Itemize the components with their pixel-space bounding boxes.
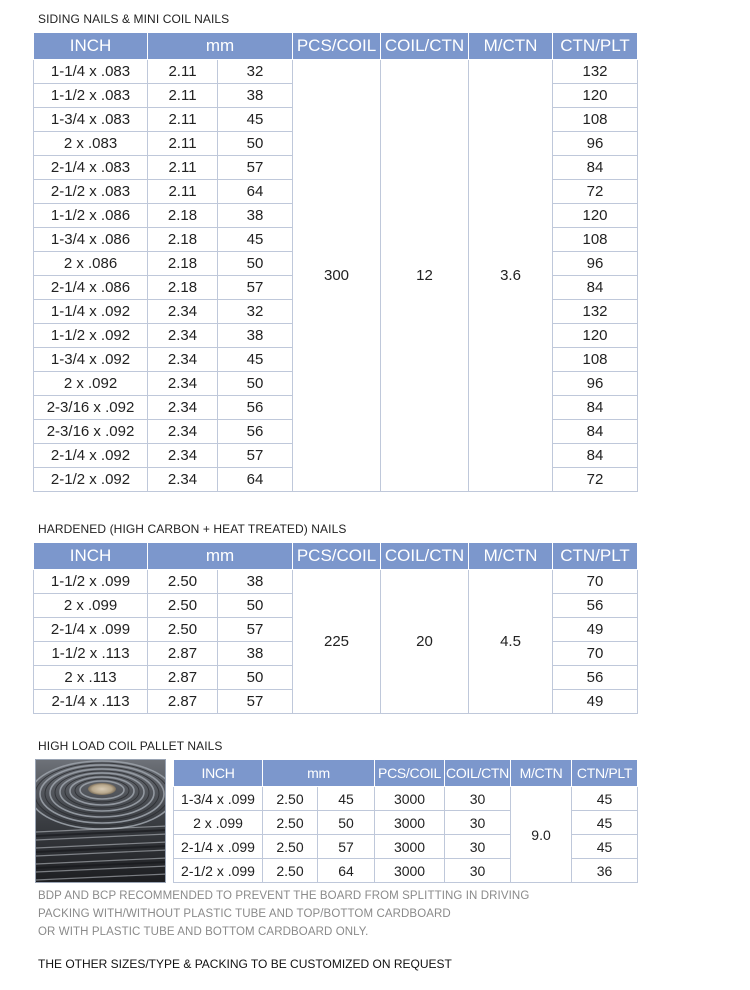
ctn-plt-cell: 120 bbox=[553, 204, 638, 228]
coil-ctn-cell: 20 bbox=[381, 570, 469, 714]
section1-title: SIDING NAILS & MINI COIL NAILS bbox=[38, 12, 230, 26]
inch-size-cell: 1-3/4 x .083 bbox=[34, 108, 148, 132]
length-mm-cell: 50 bbox=[218, 132, 293, 156]
length-mm-cell: 64 bbox=[318, 859, 375, 883]
length-mm-cell: 50 bbox=[218, 252, 293, 276]
inch-size-cell: 2-1/2 x .099 bbox=[174, 859, 263, 883]
ctn-plt-cell: 72 bbox=[553, 180, 638, 204]
ctn-plt-cell: 45 bbox=[572, 787, 638, 811]
ctn-plt-cell: 56 bbox=[553, 666, 638, 690]
coil-nails-photo bbox=[35, 759, 166, 883]
length-mm-cell: 50 bbox=[218, 594, 293, 618]
ctn-plt-cell: 84 bbox=[553, 276, 638, 300]
coil-ctn-cell: 12 bbox=[381, 60, 469, 492]
inch-size-cell: 1-3/4 x .086 bbox=[34, 228, 148, 252]
col-ctn-plt-header: CTN/PLT bbox=[572, 760, 638, 787]
diameter-mm-cell: 2.50 bbox=[263, 835, 318, 859]
col-ctn-plt-header: CTN/PLT bbox=[553, 543, 638, 570]
ctn-plt-cell: 108 bbox=[553, 108, 638, 132]
length-mm-cell: 38 bbox=[218, 570, 293, 594]
length-mm-cell: 38 bbox=[218, 84, 293, 108]
ctn-plt-cell: 96 bbox=[553, 372, 638, 396]
diameter-mm-cell: 2.11 bbox=[148, 132, 218, 156]
col-pcs-coil-header: PCS/COIL bbox=[293, 543, 381, 570]
diameter-mm-cell: 2.34 bbox=[148, 348, 218, 372]
col-m-ctn-header: M/CTN bbox=[469, 33, 553, 60]
coil-ctn-cell: 30 bbox=[445, 835, 511, 859]
inch-size-cell: 2 x .099 bbox=[34, 594, 148, 618]
diameter-mm-cell: 2.34 bbox=[148, 420, 218, 444]
diameter-mm-cell: 2.87 bbox=[148, 666, 218, 690]
m-ctn-cell: 3.6 bbox=[469, 60, 553, 492]
inch-size-cell: 2-1/4 x .092 bbox=[34, 444, 148, 468]
col-coil-ctn-header: COIL/CTN bbox=[445, 760, 511, 787]
diameter-mm-cell: 2.50 bbox=[263, 787, 318, 811]
length-mm-cell: 45 bbox=[218, 228, 293, 252]
length-mm-cell: 57 bbox=[318, 835, 375, 859]
diameter-mm-cell: 2.50 bbox=[148, 594, 218, 618]
col-mm-header: mm bbox=[148, 543, 293, 570]
ctn-plt-cell: 72 bbox=[553, 468, 638, 492]
ctn-plt-cell: 108 bbox=[553, 348, 638, 372]
inch-size-cell: 1-3/4 x .099 bbox=[174, 787, 263, 811]
col-mm-header: mm bbox=[263, 760, 375, 787]
length-mm-cell: 57 bbox=[218, 276, 293, 300]
ctn-plt-cell: 84 bbox=[553, 420, 638, 444]
diameter-mm-cell: 2.11 bbox=[148, 84, 218, 108]
diameter-mm-cell: 2.34 bbox=[148, 324, 218, 348]
length-mm-cell: 50 bbox=[318, 811, 375, 835]
col-coil-ctn-header: COIL/CTN bbox=[381, 33, 469, 60]
diameter-mm-cell: 2.34 bbox=[148, 300, 218, 324]
inch-size-cell: 1-1/2 x .099 bbox=[34, 570, 148, 594]
col-mm-header: mm bbox=[148, 33, 293, 60]
diameter-mm-cell: 2.34 bbox=[148, 444, 218, 468]
length-mm-cell: 57 bbox=[218, 690, 293, 714]
inch-size-cell: 2-3/16 x .092 bbox=[34, 396, 148, 420]
ctn-plt-cell: 120 bbox=[553, 84, 638, 108]
length-mm-cell: 38 bbox=[218, 642, 293, 666]
inch-size-cell: 1-1/4 x .092 bbox=[34, 300, 148, 324]
inch-size-cell: 2 x .099 bbox=[174, 811, 263, 835]
coil-ctn-cell: 30 bbox=[445, 811, 511, 835]
length-mm-cell: 57 bbox=[218, 618, 293, 642]
diameter-mm-cell: 2.18 bbox=[148, 252, 218, 276]
table-row bbox=[34, 60, 638, 84]
inch-size-cell: 1-1/2 x .083 bbox=[34, 84, 148, 108]
ctn-plt-cell: 45 bbox=[572, 835, 638, 859]
diameter-mm-cell: 2.50 bbox=[263, 859, 318, 883]
m-ctn-cell: 9.0 bbox=[511, 787, 572, 883]
ctn-plt-cell: 84 bbox=[553, 444, 638, 468]
length-mm-cell: 45 bbox=[218, 108, 293, 132]
diameter-mm-cell: 2.87 bbox=[148, 690, 218, 714]
pcs-coil-cell: 3000 bbox=[375, 835, 445, 859]
diameter-mm-cell: 2.50 bbox=[148, 618, 218, 642]
length-mm-cell: 45 bbox=[218, 348, 293, 372]
ctn-plt-cell: 70 bbox=[553, 642, 638, 666]
col-inch-header: INCH bbox=[34, 33, 148, 60]
table-row bbox=[174, 787, 638, 811]
ctn-plt-cell: 108 bbox=[553, 228, 638, 252]
inch-size-cell: 1-1/4 x .083 bbox=[34, 60, 148, 84]
diameter-mm-cell: 2.34 bbox=[148, 396, 218, 420]
col-inch-header: INCH bbox=[174, 760, 263, 787]
length-mm-cell: 56 bbox=[218, 396, 293, 420]
ctn-plt-cell: 56 bbox=[553, 594, 638, 618]
inch-size-cell: 2-1/4 x .099 bbox=[34, 618, 148, 642]
diameter-mm-cell: 2.18 bbox=[148, 276, 218, 300]
inch-size-cell: 1-1/2 x .086 bbox=[34, 204, 148, 228]
coil-ctn-cell: 30 bbox=[445, 787, 511, 811]
length-mm-cell: 45 bbox=[318, 787, 375, 811]
ctn-plt-cell: 132 bbox=[553, 60, 638, 84]
length-mm-cell: 32 bbox=[218, 300, 293, 324]
inch-size-cell: 1-3/4 x .092 bbox=[34, 348, 148, 372]
diameter-mm-cell: 2.18 bbox=[148, 204, 218, 228]
note-line-1: BDP AND BCP RECOMMENDED TO PREVENT THE BOARD FROM SPLITTING IN DRIVING bbox=[38, 890, 530, 902]
section3-title: HIGH LOAD COIL PALLET NAILS bbox=[38, 739, 223, 753]
pcs-coil-cell: 225 bbox=[293, 570, 381, 714]
col-pcs-coil-header: PCS/COIL bbox=[293, 33, 381, 60]
length-mm-cell: 56 bbox=[218, 420, 293, 444]
inch-size-cell: 2-3/16 x .092 bbox=[34, 420, 148, 444]
inch-size-cell: 2 x .113 bbox=[34, 666, 148, 690]
siding-nails-table bbox=[33, 32, 638, 492]
pcs-coil-cell: 3000 bbox=[375, 859, 445, 883]
pallet-nails-table bbox=[173, 759, 638, 883]
inch-size-cell: 2-1/4 x .083 bbox=[34, 156, 148, 180]
length-mm-cell: 57 bbox=[218, 156, 293, 180]
col-inch-header: INCH bbox=[34, 543, 148, 570]
length-mm-cell: 38 bbox=[218, 324, 293, 348]
col-ctn-plt-header: CTN/PLT bbox=[553, 33, 638, 60]
footer-note: THE OTHER SIZES/TYPE & PACKING TO BE CUSTOMIZED ON REQUEST bbox=[38, 957, 452, 971]
note-line-3: OR WITH PLASTIC TUBE AND BOTTOM CARDBOARD ONLY. bbox=[38, 926, 369, 938]
inch-size-cell: 2-1/4 x .099 bbox=[174, 835, 263, 859]
diameter-mm-cell: 2.18 bbox=[148, 228, 218, 252]
ctn-plt-cell: 49 bbox=[553, 690, 638, 714]
ctn-plt-cell: 36 bbox=[572, 859, 638, 883]
ctn-plt-cell: 132 bbox=[553, 300, 638, 324]
note-line-2: PACKING WITH/WITHOUT PLASTIC TUBE AND TOP/BOTTOM CARDBOARD bbox=[38, 908, 451, 920]
length-mm-cell: 50 bbox=[218, 666, 293, 690]
ctn-plt-cell: 70 bbox=[553, 570, 638, 594]
diameter-mm-cell: 2.11 bbox=[148, 108, 218, 132]
pcs-coil-cell: 3000 bbox=[375, 811, 445, 835]
inch-size-cell: 2-1/2 x .092 bbox=[34, 468, 148, 492]
ctn-plt-cell: 49 bbox=[553, 618, 638, 642]
diameter-mm-cell: 2.87 bbox=[148, 642, 218, 666]
diameter-mm-cell: 2.11 bbox=[148, 156, 218, 180]
ctn-plt-cell: 45 bbox=[572, 811, 638, 835]
inch-size-cell: 1-1/2 x .113 bbox=[34, 642, 148, 666]
ctn-plt-cell: 84 bbox=[553, 156, 638, 180]
pcs-coil-cell: 3000 bbox=[375, 787, 445, 811]
header-row bbox=[34, 543, 638, 570]
inch-size-cell: 2-1/4 x .086 bbox=[34, 276, 148, 300]
diameter-mm-cell: 2.11 bbox=[148, 60, 218, 84]
coil-ctn-cell: 30 bbox=[445, 859, 511, 883]
hardened-nails-table bbox=[33, 542, 638, 714]
table-row bbox=[34, 570, 638, 594]
m-ctn-cell: 4.5 bbox=[469, 570, 553, 714]
ctn-plt-cell: 84 bbox=[553, 396, 638, 420]
diameter-mm-cell: 2.11 bbox=[148, 180, 218, 204]
header-row bbox=[174, 760, 638, 787]
length-mm-cell: 64 bbox=[218, 468, 293, 492]
pcs-coil-cell: 300 bbox=[293, 60, 381, 492]
diameter-mm-cell: 2.50 bbox=[263, 811, 318, 835]
inch-size-cell: 2 x .083 bbox=[34, 132, 148, 156]
diameter-mm-cell: 2.50 bbox=[148, 570, 218, 594]
diameter-mm-cell: 2.34 bbox=[148, 372, 218, 396]
inch-size-cell: 2 x .086 bbox=[34, 252, 148, 276]
length-mm-cell: 50 bbox=[218, 372, 293, 396]
length-mm-cell: 57 bbox=[218, 444, 293, 468]
col-pcs-coil-header: PCS/COIL bbox=[375, 760, 445, 787]
col-m-ctn-header: M/CTN bbox=[469, 543, 553, 570]
length-mm-cell: 32 bbox=[218, 60, 293, 84]
section2-title: HARDENED (HIGH CARBON + HEAT TREATED) NAILS bbox=[38, 522, 347, 536]
header-row bbox=[34, 33, 638, 60]
col-coil-ctn-header: COIL/CTN bbox=[381, 543, 469, 570]
length-mm-cell: 64 bbox=[218, 180, 293, 204]
diameter-mm-cell: 2.34 bbox=[148, 468, 218, 492]
ctn-plt-cell: 96 bbox=[553, 252, 638, 276]
inch-size-cell: 2-1/2 x .083 bbox=[34, 180, 148, 204]
length-mm-cell: 38 bbox=[218, 204, 293, 228]
inch-size-cell: 2-1/4 x .113 bbox=[34, 690, 148, 714]
inch-size-cell: 2 x .092 bbox=[34, 372, 148, 396]
ctn-plt-cell: 96 bbox=[553, 132, 638, 156]
inch-size-cell: 1-1/2 x .092 bbox=[34, 324, 148, 348]
ctn-plt-cell: 120 bbox=[553, 324, 638, 348]
col-m-ctn-header: M/CTN bbox=[511, 760, 572, 787]
